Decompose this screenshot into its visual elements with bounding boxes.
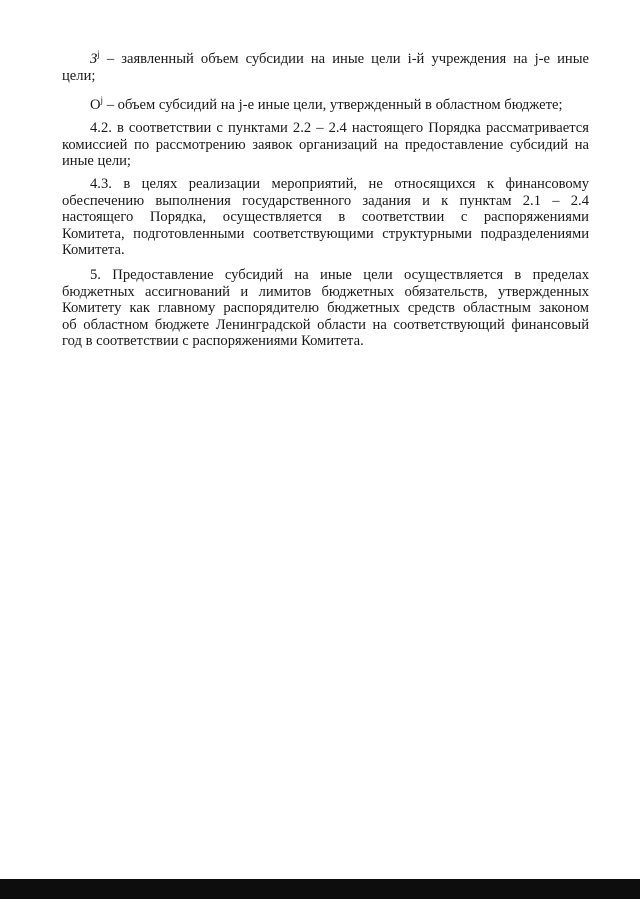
paragraph-line: бюджетных ассигнований и лимитов бюджетных обязательств, утвержденных — [62, 283, 589, 300]
paragraph-approved-volume — [62, 97, 589, 114]
paragraph-text: – объем субсидий на j-е иные цели, утвержденный в областном бюджете; — [103, 97, 563, 113]
paragraph-line: Комитета. — [62, 242, 125, 259]
paragraph-line: цели; — [62, 67, 96, 84]
paragraph-line: Комитету как главному распорядителю бюджетных средств областным законом — [62, 300, 589, 317]
paragraph-line: год в соответствии с распоряжениями Комитета. — [62, 333, 364, 350]
formula-symbol: О — [90, 97, 101, 113]
paragraph-line: настоящего Порядка, осуществляется в соответствии с распоряжениями — [62, 209, 589, 226]
paragraph-line: об областном бюджете Ленинградской области на соответствующий финансовый — [62, 316, 589, 333]
paragraph-4-3 — [62, 176, 589, 259]
paragraph-line: обеспечению выполнения государственного задания и к пунктам 2.1 – 2.4 — [62, 192, 589, 209]
paragraph-line: Комитета, подготовленными соответствующими структурными подразделениями — [62, 225, 589, 242]
paragraph-line: 4.2. в соответствии с пунктами 2.2 – 2.4 настоящего Порядка рассматривается — [90, 120, 589, 136]
paragraph-line: 5. Предоставление субсидий на иные цели осуществляется в пределах — [90, 267, 589, 283]
paragraph-line — [62, 97, 589, 114]
formula-symbol: З — [90, 51, 98, 67]
scan-edge-bar — [0, 879, 640, 899]
paragraph-text: – заявленный объем субсидии на иные цели i-й учреждения на j-е иные — [99, 51, 589, 67]
paragraph-line: 4.3. в целях реализации мероприятий, не относящихся к финансовому — [90, 176, 589, 192]
paragraph-4-2 — [62, 120, 589, 170]
paragraph-claimed-volume — [62, 51, 589, 84]
paragraph-5 — [62, 267, 589, 350]
paragraph-line: иные цели; — [62, 153, 131, 170]
paragraph-line: комиссией по рассмотрению заявок организаций на предоставление субсидий на — [62, 136, 589, 153]
formula-superscript: j — [97, 49, 100, 60]
paragraph-line — [62, 51, 589, 68]
formula-superscript: j — [100, 95, 104, 106]
